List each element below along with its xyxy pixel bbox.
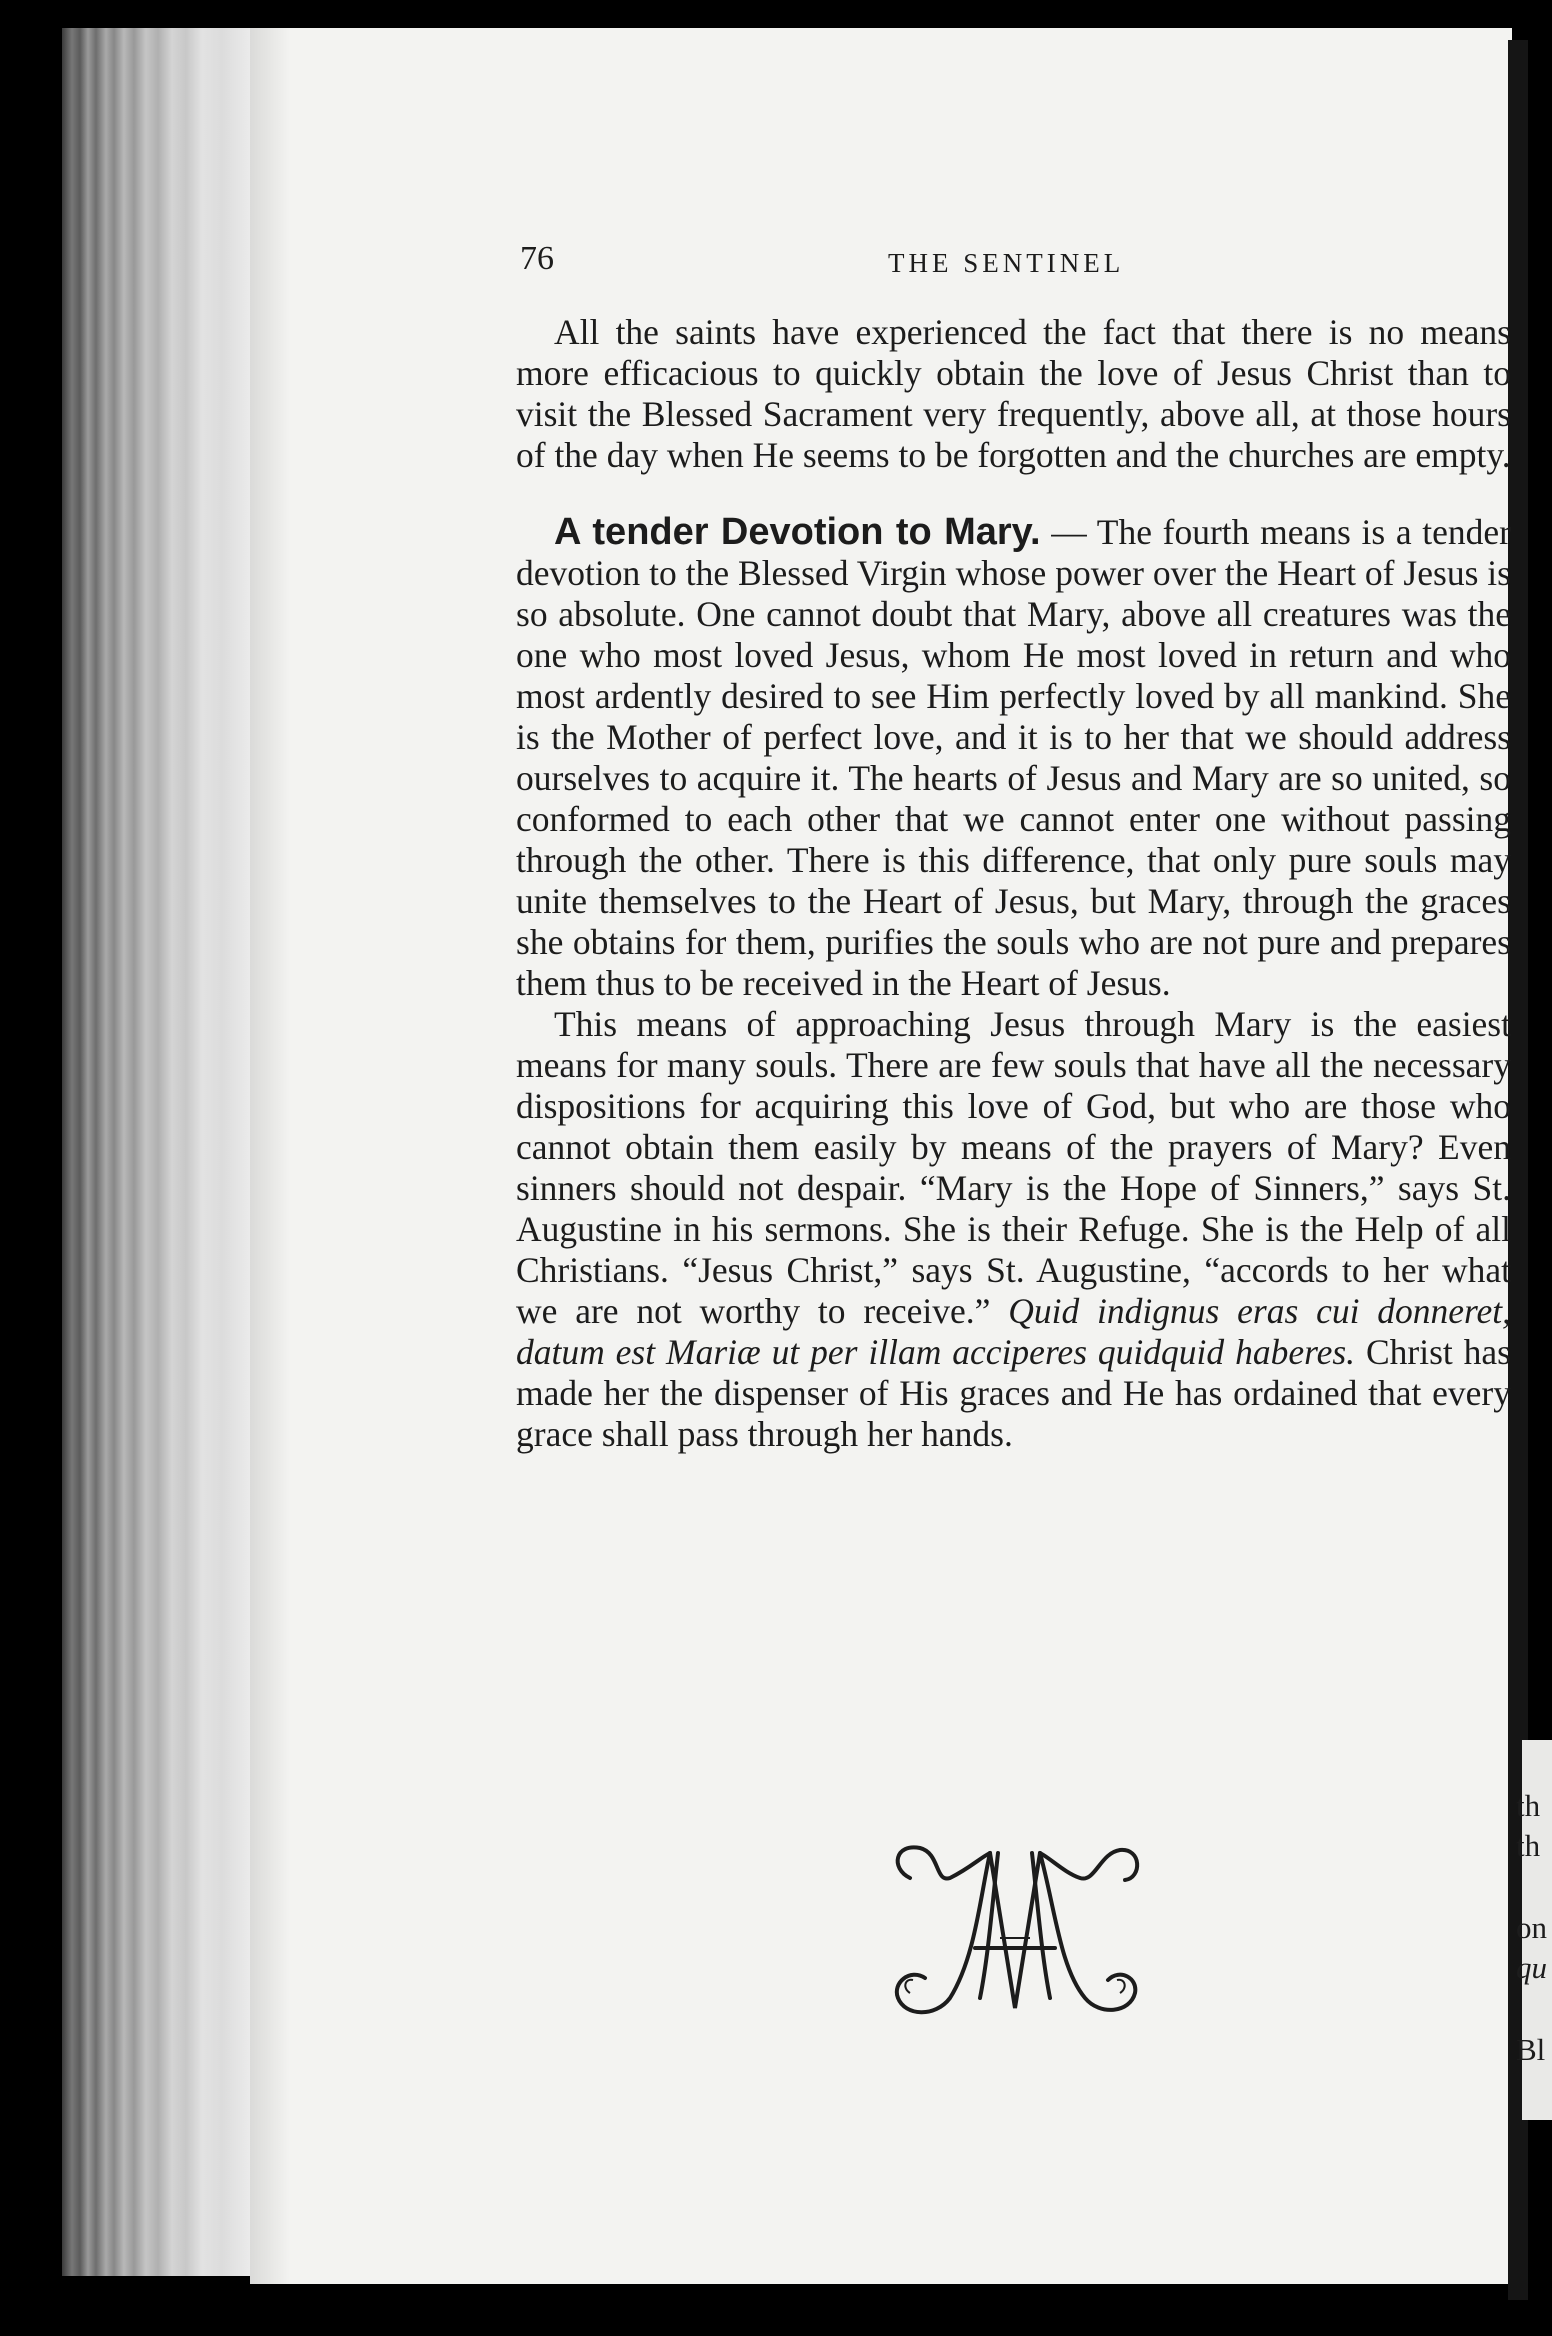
em-dash: — [1040, 512, 1097, 552]
page-shadow [250, 28, 290, 2284]
paragraph-text: This means of approaching Jesus through Mary is the easiest means for many souls. There are few souls that have all the necessary dispositions for acquiring this love of God, but who are those who cannot obtain them easily by means of the prayers of Mary? Even sinners should not despair. “Mary is the Hope of Sinners,” says St. Augustine in his sermons. She is their Refuge. She is the Help of all Christians. “Jesus Christ,” says St. Augustine, “accords to her what we are not worthy to receive.” [516, 1004, 1511, 1331]
facing-page-line: th [1516, 1788, 1541, 1823]
facing-page-line: on [1516, 1910, 1547, 1945]
am-monogram-icon [880, 1838, 1150, 2028]
facing-page-line: Bl [1516, 2032, 1546, 2067]
section-heading: A tender Devotion to Mary. [554, 511, 1041, 553]
paragraph-text: All the saints have experienced the fact that there is no means more efficacious to quickly obtain the love of Jesus Christ than to visit the Blessed Sacrament very frequently, above all, at those hours of the day when He seems to be forgotten and the churches are empty. [516, 312, 1511, 475]
paragraph-text: The fourth means is a tender devotion to the Blessed Virgin whose power over the Heart of Jesus is so absolute. One cannot doubt that Mary, above all creatures was the one who most loved Jesus, whom He most loved in return and who most ardently desired to see Him perfectly loved by all mankind. She is the Mother of perfect love, and it is to her that we should address ourselves to acquire it. The hearts of Jesus and Mary are so united, so conformed to each other that we cannot enter one without passing through the other. There is this difference, that only pure souls may unite themselves to the Heart of Jesus, but Mary, through the graces she obtains for them, purifies the souls who are not pure and prepares them thus to be received in the Heart of Jesus. [516, 512, 1511, 1003]
facing-page-line: qu [1516, 1950, 1547, 1985]
paragraph [516, 1004, 1511, 1455]
page-number: 76 [520, 240, 554, 277]
facing-page-line: th [1516, 1828, 1541, 1863]
running-head: THE SENTINEL [888, 248, 1125, 278]
paragraph [516, 312, 1511, 476]
body-text [516, 312, 1511, 1455]
paragraph-text: Christ has made her the dispenser of His graces and He has ordained that every grace shall pass through her hands. [516, 1332, 1511, 1454]
page-edges [62, 28, 252, 2276]
paragraph [516, 512, 1511, 1004]
latin-quote: Quid indignus eras cui donneret, datum est Mariæ ut per illam acciperes quidquid haberes. [516, 1291, 1512, 1372]
